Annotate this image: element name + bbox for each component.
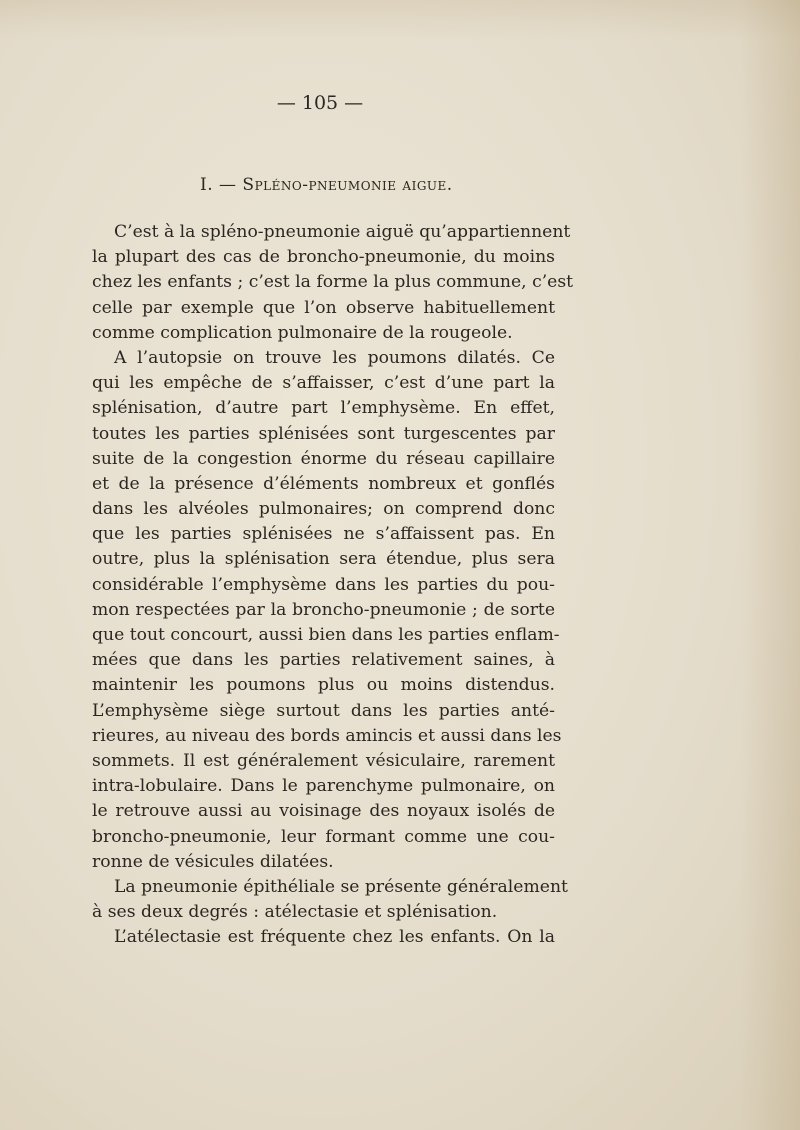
section-title: I. — Spléno-pneumonie aigue. xyxy=(200,175,453,195)
text-line: A l’autopsie on trouve les poumons dilatés. Ce xyxy=(114,347,555,368)
body-text xyxy=(92,220,574,950)
page-number: — 105 — xyxy=(276,92,364,114)
text-line: toutes les parties splénisées sont turgescentes par xyxy=(92,423,555,444)
text-line: broncho-pneumonie, leur formant comme une cou- xyxy=(92,826,555,847)
text-line: la plupart des cas de broncho-pneumonie, du moins xyxy=(92,247,555,268)
text-line: splénisation, d’autre part l’emphysème. En effet, xyxy=(92,398,555,419)
text-line: La pneumonie épithéliale se présente généralement xyxy=(114,876,568,897)
text-line: rieures, au niveau des bords amincis et aussi dans les xyxy=(92,725,562,746)
text-line: suite de la congestion énorme du réseau capillaire xyxy=(92,448,555,469)
text-line: qui les empêche de s’affaisser, c’est d’une part la xyxy=(92,373,555,394)
text-line: sommets. Il est généralement vésiculaire, rarement xyxy=(92,750,555,771)
text-line: dans les alvéoles pulmonaires; on comprend donc xyxy=(92,499,555,520)
text-line: intra-lobulaire. Dans le parenchyme pulmonaire, on xyxy=(92,776,555,797)
text-line: maintenir les poumons plus ou moins distendus. xyxy=(92,675,555,696)
text-line: que les parties splénisées ne s’affaissent pas. En xyxy=(92,524,555,545)
text-line: mon respectées par la broncho-pneumonie ; de sorte xyxy=(92,599,555,620)
text-line: L’emphysème siège surtout dans les parties anté- xyxy=(92,700,555,721)
text-line: celle par exemple que l’on observe habituellement xyxy=(92,297,555,318)
text-line: C’est à la spléno-pneumonie aiguë qu’appartiennent xyxy=(114,222,571,242)
text-line: à ses deux degrés : atélectasie et splénisation. xyxy=(92,902,498,923)
text-line: le retrouve aussi au voisinage des noyaux isolés de xyxy=(92,801,555,822)
text-line: mées que dans les parties relativement saines, à xyxy=(92,650,555,671)
text-line: L’atélectasie est fréquente chez les enfants. On la xyxy=(114,927,555,948)
paper-shading-top xyxy=(0,0,800,40)
text-line: chez les enfants ; c’est la forme la plus commune, c’est xyxy=(92,272,574,293)
text-line: ronne de vésicules dilatées. xyxy=(92,851,334,872)
text-line: comme complication pulmonaire de la rougeole. xyxy=(92,322,513,343)
text-line: et de la présence d’éléments nombreux et gonflés xyxy=(92,473,555,494)
paper-shading-right xyxy=(740,0,800,1130)
text-line: outre, plus la splénisation sera étendue, plus sera xyxy=(92,549,555,570)
text-line: que tout concourt, aussi bien dans les parties enflam- xyxy=(92,625,560,645)
text-line: considérable l’emphysème dans les parties du pou- xyxy=(92,574,555,595)
